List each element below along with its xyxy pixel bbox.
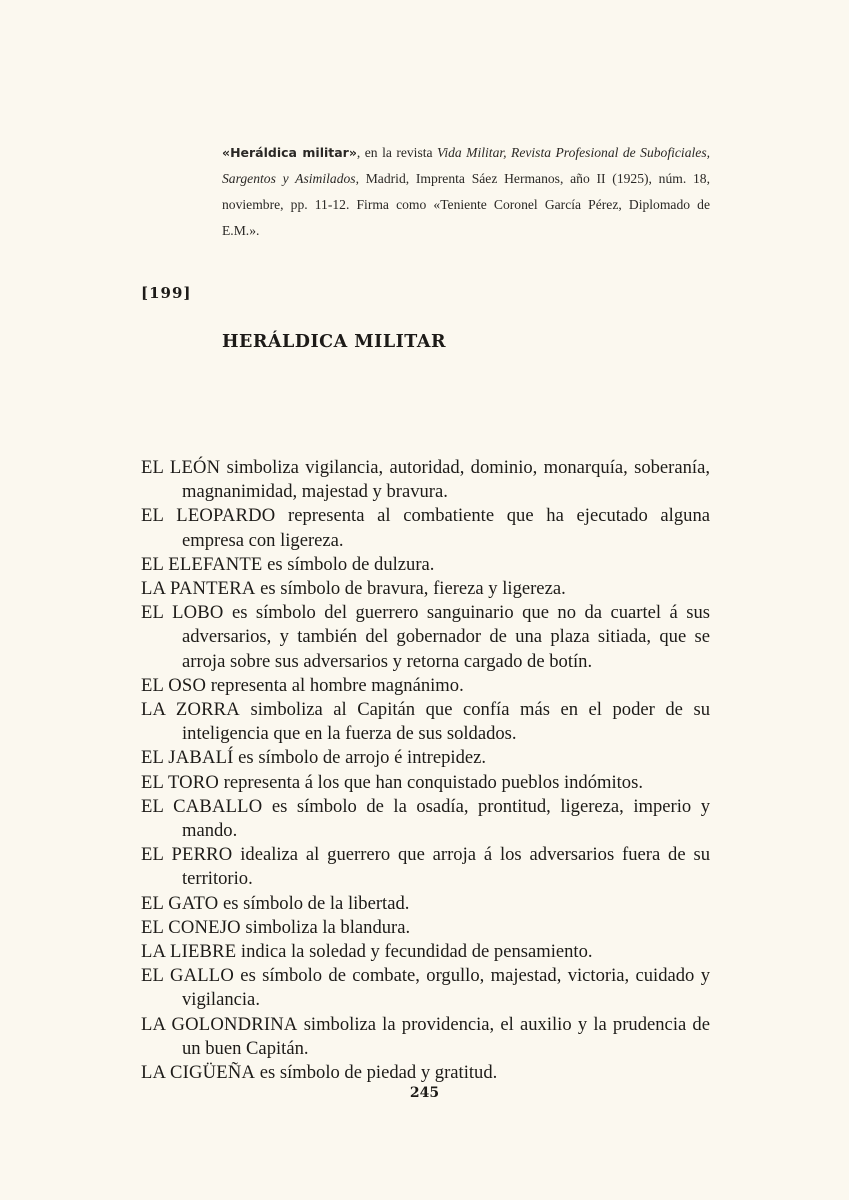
entry-name: EL PERRO [141, 844, 233, 866]
entry-name: EL CABALLO [141, 795, 263, 817]
entry-text: es símbolo de bravura, fiereza y ligereza. [255, 578, 566, 600]
list-item [141, 674, 710, 698]
list-item [141, 892, 710, 916]
entry-name: EL LEOPARDO [141, 505, 276, 527]
entry-text: simboliza la providencia, el auxilio y la prudencia de un buen Capitán. [182, 1013, 710, 1059]
list-item [141, 1013, 710, 1061]
list-item [141, 456, 710, 504]
list-item [141, 964, 710, 1012]
list-item [141, 795, 710, 843]
entry-text: es símbolo de la osadía, prontitud, ligereza, imperio y mando. [182, 795, 711, 842]
source-note-title: «Heráldica militar» [222, 145, 357, 160]
list-item [141, 940, 710, 964]
entry-text: simboliza vigilancia, autoridad, dominio, monarquía, soberanía, magnanimidad, majestad y bravura. [182, 457, 710, 503]
source-note [222, 140, 710, 244]
entry-name: EL LOBO [141, 602, 224, 624]
entry-name: LA PANTERA [141, 578, 256, 600]
page-number: 245 [409, 1085, 440, 1101]
entry-text: es símbolo de combate, orgullo, majestad, victoria, cuidado y vigilancia. [182, 965, 710, 1011]
entry-list [141, 456, 710, 1085]
entry-name: EL GALLO [141, 965, 234, 987]
list-item [141, 601, 710, 674]
entry-text: simboliza la blandura. [240, 916, 411, 938]
entry-name: EL CONEJO [141, 916, 241, 938]
entry-name: EL TORO [141, 771, 220, 793]
source-note-text-1: , en la revista [356, 145, 438, 160]
entry-name: EL OSO [141, 674, 207, 696]
entry-text: es símbolo de arrojo é intrepidez. [233, 747, 487, 769]
entry-text: es símbolo de dulzura. [262, 553, 435, 575]
entry-text: es símbolo de piedad y gratitud. [255, 1062, 498, 1084]
list-item [141, 504, 710, 552]
page-title: HERÁLDICA MILITAR [222, 332, 446, 352]
entry-text: representa á los que han conquistado pueblos indómitos. [219, 771, 643, 793]
entry-name: LA LIEBRE [141, 941, 237, 963]
entry-name: LA CIGÜEÑA [141, 1062, 256, 1084]
entry-text: idealiza al guerrero que arroja á los adversarios fuera de su territorio. [182, 844, 710, 890]
entry-text: es símbolo del guerrero sanguinario que no da cuartel á sus adversarios, y también del gobernador de una plaza sitiada, que se arroja sobre sus adversarios y retorna cargado de botín. [182, 602, 710, 672]
list-item [141, 1061, 710, 1085]
list-item [141, 577, 710, 601]
entry-text: representa al combatiente que ha ejecutado alguna empresa con ligereza. [182, 505, 710, 551]
entry-name: LA GOLONDRINA [141, 1013, 298, 1035]
entry-text: es símbolo de la libertad. [218, 892, 410, 914]
entry-name: EL ELEFANTE [141, 553, 263, 575]
source-note-text-2: , Madrid, Imprenta Sáez Hermanos, año II (1925), núm. 18, noviembre, pp. 11-12. Firma como «Teniente Coronel García Pérez, Diplomado de E.M.». [222, 171, 710, 238]
list-item [141, 916, 710, 940]
list-item [141, 843, 710, 891]
document-number: [199] [141, 284, 192, 302]
list-item [141, 698, 710, 746]
entry-text: simboliza al Capitán que confía más en el poder de su inteligencia que en la fuerza de sus soldados. [182, 699, 710, 745]
entry-name: LA ZORRA [141, 699, 240, 721]
entry-text: representa al hombre magnánimo. [206, 674, 464, 696]
list-item [141, 553, 710, 577]
list-item [141, 771, 710, 795]
entry-name: EL GATO [141, 892, 219, 914]
list-item [141, 746, 710, 770]
source-note-journal: Vida Militar, Revista Profesional de Suboficiales, Sargentos y Asimilados [222, 145, 711, 186]
entry-text: indica la soledad y fecundidad de pensamiento. [236, 941, 593, 963]
entry-name: EL JABALÍ [141, 747, 234, 769]
entry-name: EL LEÓN [141, 457, 221, 478]
